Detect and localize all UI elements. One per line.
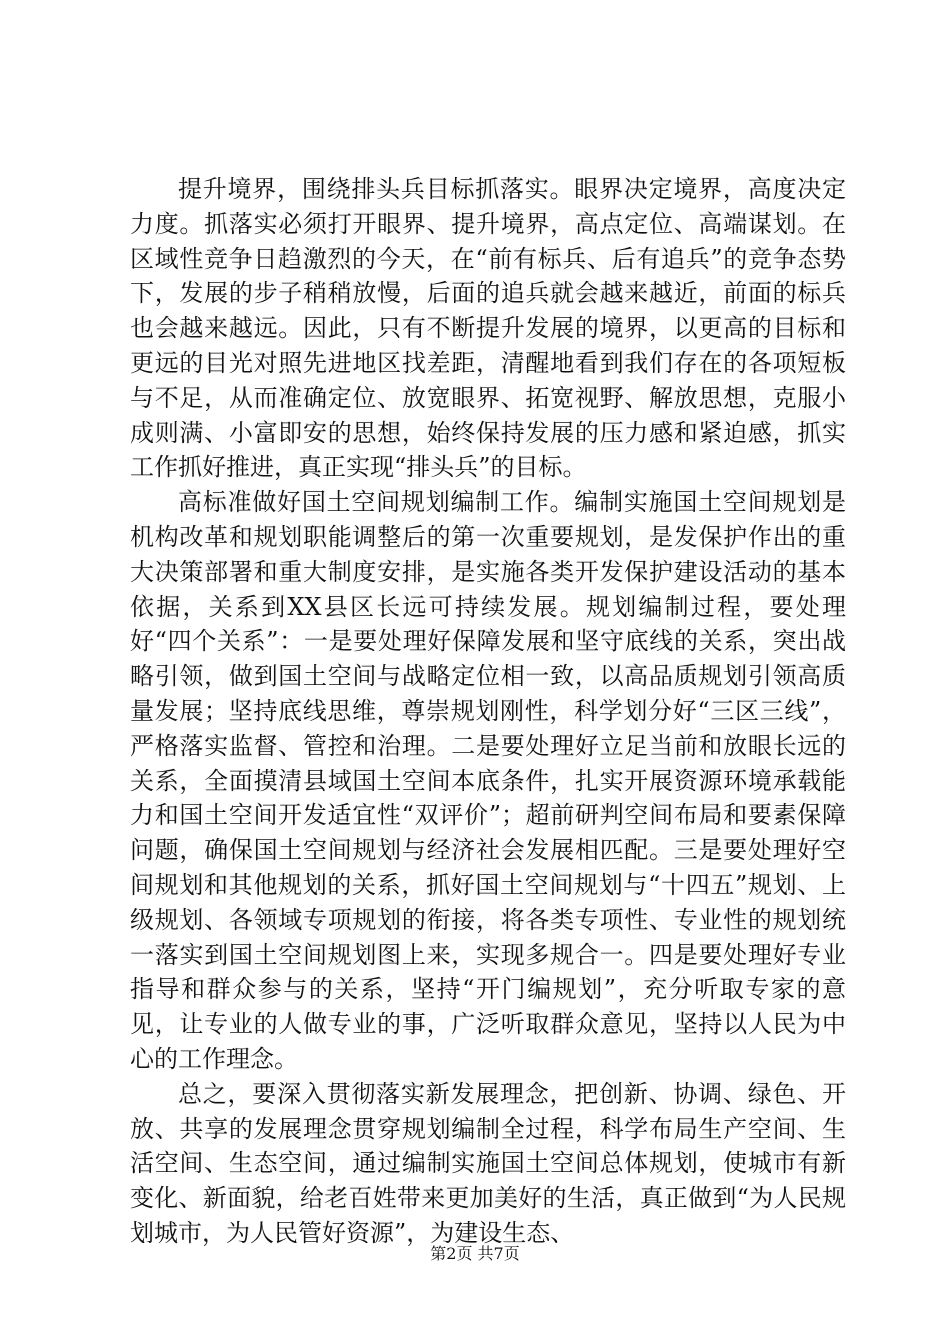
page-number-footer: 第2页 共7页: [430, 1244, 520, 1263]
paragraph-1: 提升境界，围绕排头兵目标抓落实。眼界决定境界，高度决定力度。抓落实必须打开眼界、提升境界，高点定位、高端谋划。在区域性竞争日趋激烈的今天，在“前有标兵、后有追兵”的竞争态势下，发展的步子稍稍放慢，后面的追兵就会越来越近，前面的标兵也会越来越远。因此，只有不断提升发展的境界，以更高的目标和更远的目光对照先进地区找差距，清醒地看到我们存在的各项短板与不足，从而准确定位、放宽眼界、拓宽视野、解放思想，克服小成则满、小富即安的思想，始终保持发展的压力感和紧迫感，抓实工作抓好推进，真正实现“排头兵”的目标。: [130, 175, 846, 482]
paragraph-3: 总之，要深入贯彻落实新发展理念，把创新、协调、绿色、开放、共享的发展理念贯穿规划编制全过程，科学布局生产空间、生活空间、生态空间，通过编制实施国土空间总体规划，使城市有新变化、新面貌，给老百姓带来更加美好的生活，真正做到“为人民规划城市，为人民管好资源”，为建设生态、: [130, 1079, 846, 1247]
document-body: [130, 172, 846, 1251]
paragraph-2: 高标准做好国土空间规划编制工作。编制实施国土空间规划是机构改革和规划职能调整后的第一次重要规划，是发保护作出的重大决策部署和重大制度安排，是实施各类开发保护建设活动的基本依据，关系到XX县区长远可持续发展。规划编制过程，要处理好“四个关系”：一是要处理好保障发展和坚守底线的关系，突出战略引领，做到国土空间与战略定位相一致，以高品质规划引领高质量发展；坚持底线思维，尊崇规划刚性，科学划分好“三区三线”，严格落实监督、管控和治理。二是要处理好立足当前和放眼长远的关系，全面摸清县域国土空间本底条件，扎实开展资源环境承载能力和国土空间开发适宜性“双评价”；超前研判空间布局和要素保障问题，确保国土空间规划与经济社会发展相匹配。三是要处理好空间规划和其他规划的关系，抓好国土空间规划与“十四五”规划、上级规划、各领域专项规划的衔接，将各类专项性、专业性的规划统一落实到国土空间规划图上来，实现多规合一。四是要处理好专业指导和群众参与的关系，坚持“开门编规划”，充分听取专家的意见，让专业的人做专业的事，广泛听取群众意见，坚持以人民为中心的工作理念。: [130, 488, 846, 1073]
